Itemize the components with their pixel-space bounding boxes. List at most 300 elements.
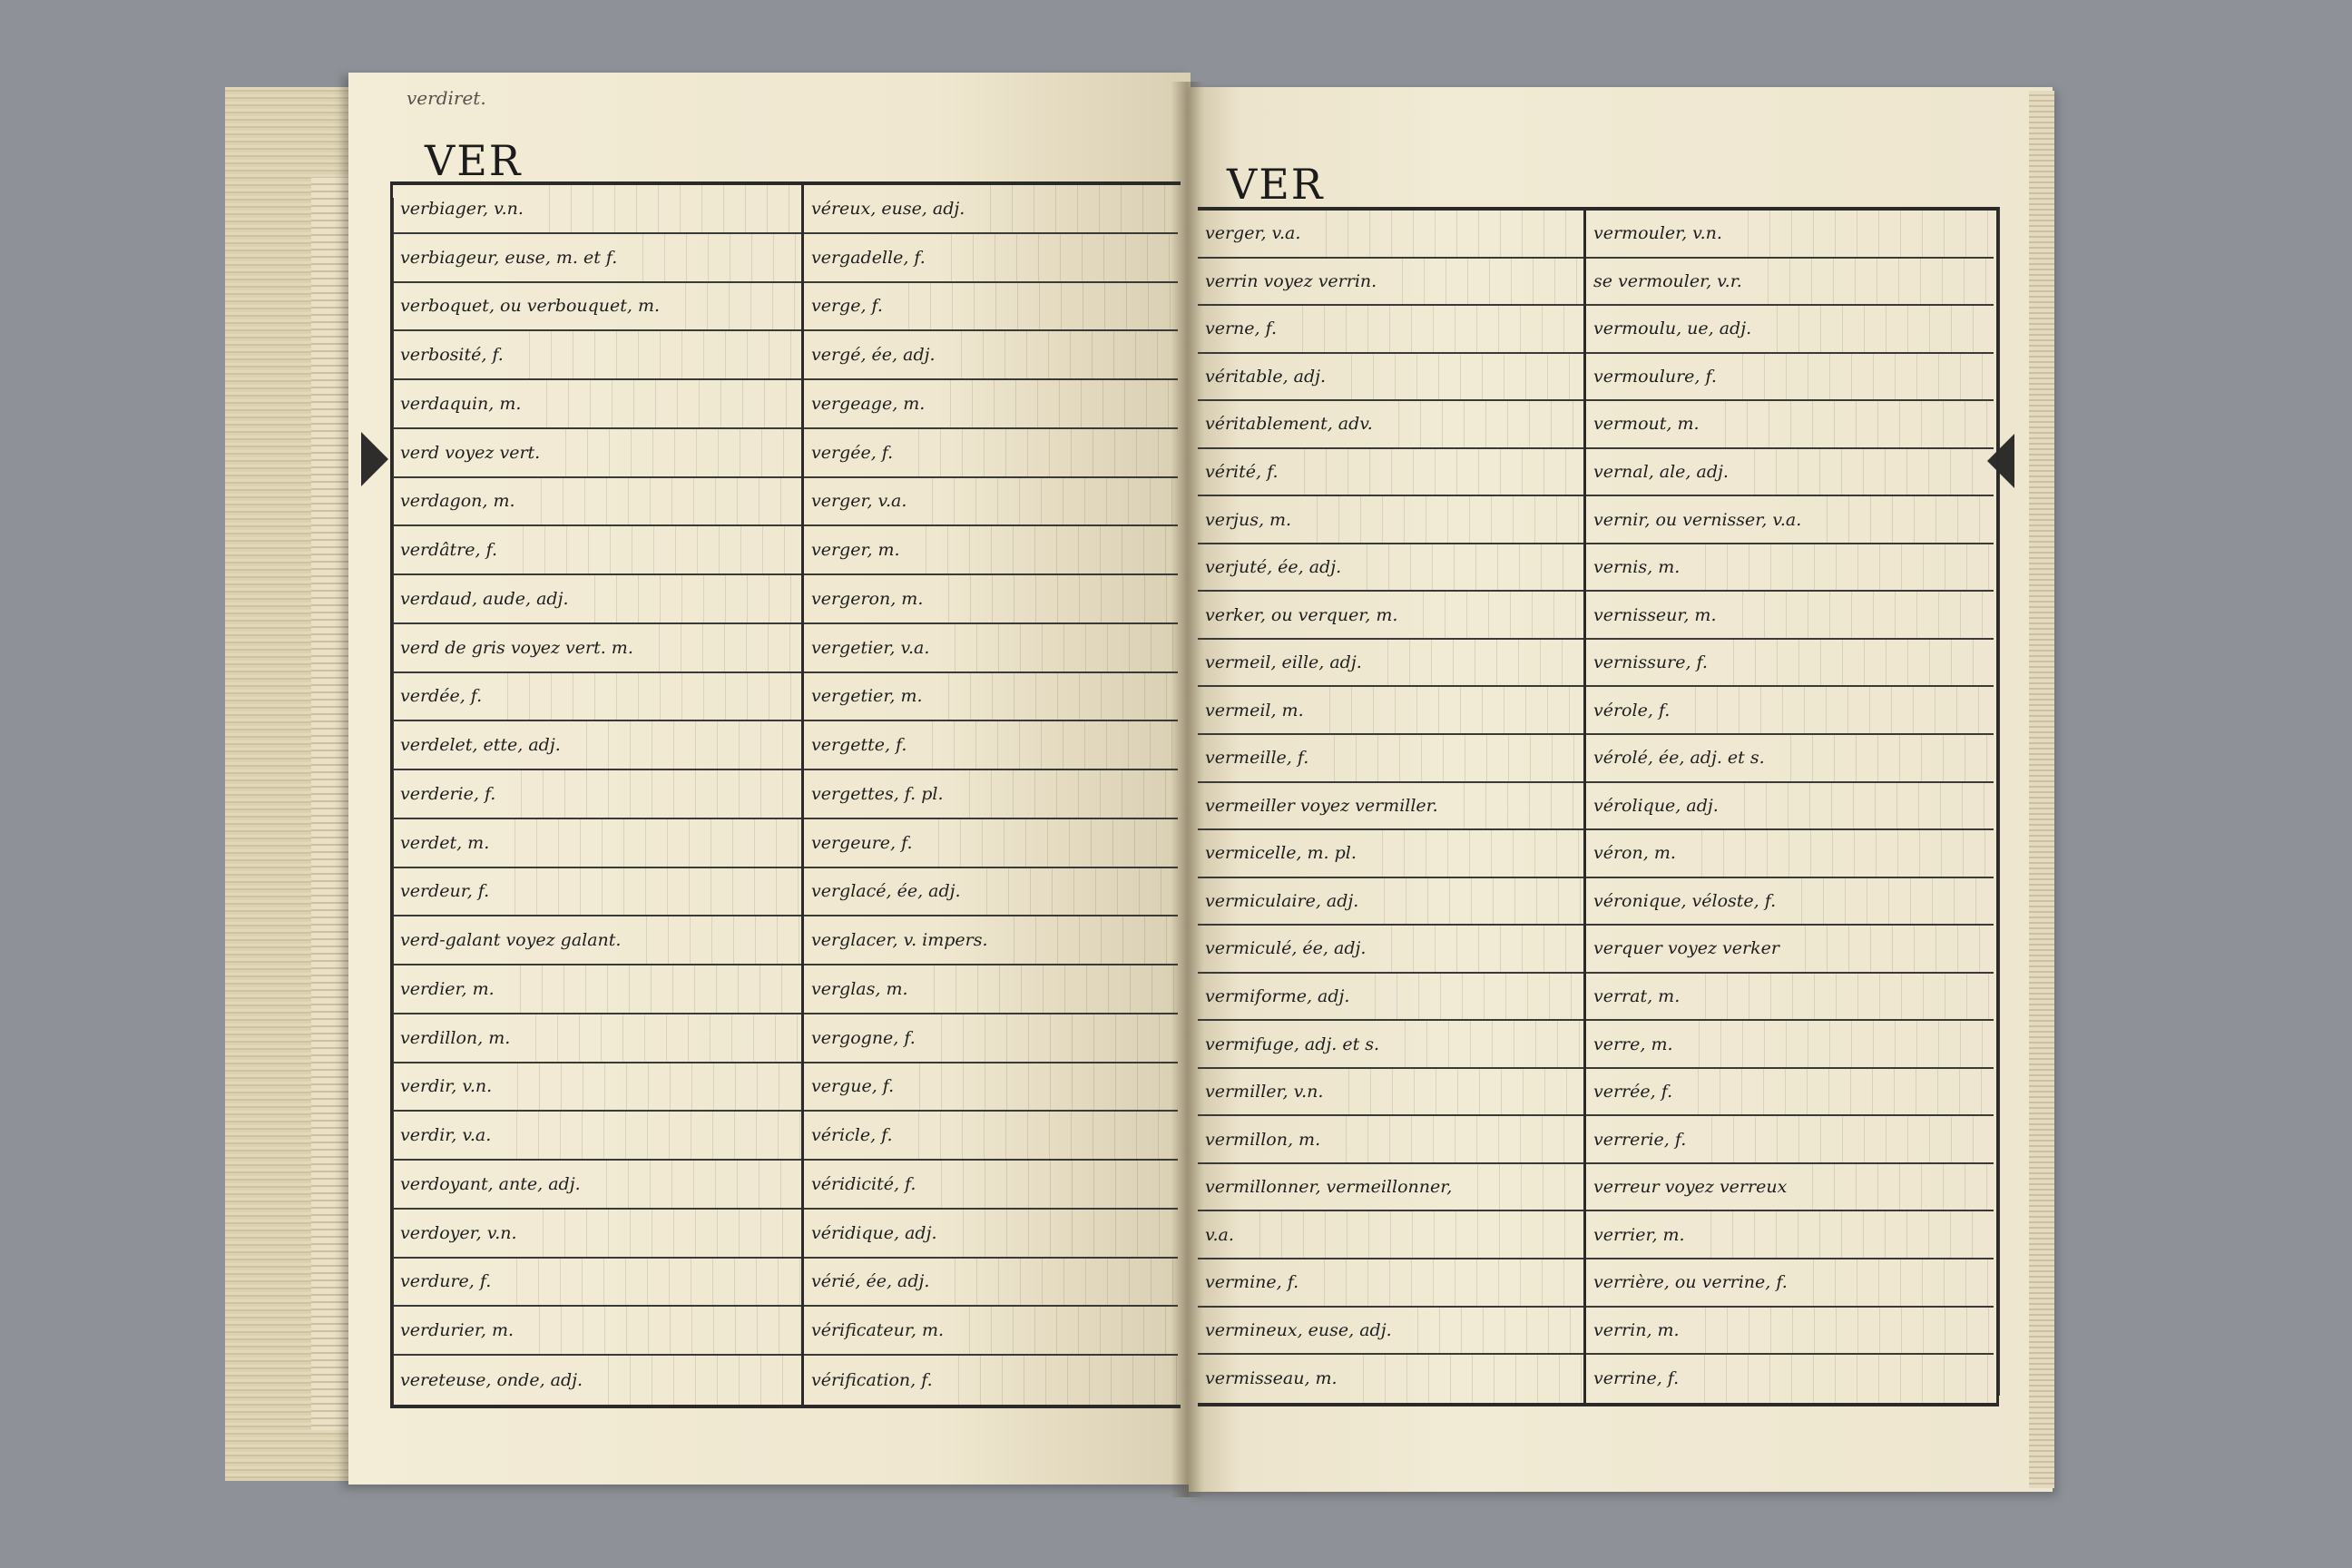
japanese-gloss <box>1730 592 1994 638</box>
headword: vermeil, eille, adj. <box>1205 652 1362 673</box>
entry-row <box>1586 354 1994 402</box>
japanese-gloss <box>507 965 801 1013</box>
headword: verdir, v.a. <box>400 1125 492 1146</box>
headword: verdaud, aude, adj. <box>400 588 569 609</box>
headword: verrine, f. <box>1593 1368 1680 1389</box>
japanese-gloss <box>1338 354 1583 400</box>
headword: verge, f. <box>811 296 883 317</box>
japanese-gloss <box>1313 211 1583 257</box>
headword: vernissure, f. <box>1593 652 1708 673</box>
entry-row <box>1586 544 1994 593</box>
headword: vermeil, m. <box>1205 700 1304 720</box>
left-column-1 <box>393 185 804 1405</box>
headword: verdir, v.n. <box>400 1076 493 1097</box>
headword: vergeron, m. <box>811 588 924 609</box>
entry-row <box>393 185 801 234</box>
japanese-gloss <box>928 1014 1178 1062</box>
japanese-gloss <box>1336 1069 1583 1115</box>
japanese-gloss <box>942 1259 1178 1306</box>
entry-row <box>1198 1021 1583 1069</box>
entry-row <box>804 526 1178 575</box>
entry-row <box>1586 783 1994 831</box>
entry-row <box>1198 687 1583 735</box>
headword: verdaquin, m. <box>400 393 522 414</box>
japanese-gloss <box>1764 306 1994 352</box>
entry-row <box>393 1307 801 1356</box>
entry-row <box>393 673 801 722</box>
japanese-gloss <box>950 1210 1178 1257</box>
japanese-gloss <box>495 673 801 720</box>
entry-row <box>804 331 1178 380</box>
japanese-gloss <box>948 331 1178 378</box>
japanese-gloss <box>1333 1116 1583 1162</box>
japanese-gloss <box>977 185 1178 232</box>
entry-row <box>804 1356 1178 1405</box>
japanese-gloss <box>1712 401 1994 447</box>
headword: vermiculé, ée, adj. <box>1205 938 1367 959</box>
headword: verderie, f. <box>400 783 496 804</box>
headword: vérié, ée, adj. <box>811 1271 930 1292</box>
headword: verbiageur, euse, m. et f. <box>400 247 618 268</box>
entry-row <box>804 234 1178 283</box>
entry-row <box>804 429 1178 478</box>
headword: verquer voyez verker <box>1593 938 1779 959</box>
japanese-gloss <box>502 868 801 916</box>
entry-row <box>1586 878 1994 926</box>
entry-row <box>1586 306 1994 354</box>
headword: vergeage, m. <box>811 393 926 414</box>
entry-row <box>1198 926 1583 974</box>
japanese-gloss <box>633 916 801 964</box>
entry-row <box>393 1356 801 1405</box>
headword: vernal, ale, adj. <box>1593 462 1729 482</box>
entry-row <box>804 965 1178 1014</box>
headword: verrin, m. <box>1593 1319 1680 1340</box>
entry-row <box>393 380 801 429</box>
japanese-gloss <box>1350 1355 1583 1403</box>
japanese-gloss <box>528 478 801 525</box>
entry-row <box>1586 926 1994 974</box>
right-column-1 <box>1198 211 1586 1403</box>
japanese-gloss <box>573 721 801 769</box>
japanese-gloss <box>526 1307 801 1354</box>
headword: verker, ou verquer, m. <box>1205 604 1398 625</box>
headword: véritable, adj. <box>1205 366 1327 387</box>
entry-row <box>1198 1259 1583 1308</box>
entry-row <box>804 1161 1178 1210</box>
headword: verdoyant, ante, adj. <box>400 1173 581 1194</box>
entry-row <box>1198 735 1583 783</box>
entry-row <box>1198 592 1583 640</box>
japanese-gloss <box>1692 544 1994 591</box>
entry-row <box>804 283 1178 332</box>
headword: verbiager, v.n. <box>400 198 524 219</box>
headword: verdeur, f. <box>400 881 490 902</box>
entry-row <box>1198 259 1583 307</box>
entry-row <box>1198 640 1583 688</box>
japanese-gloss <box>1451 783 1583 829</box>
entry-row <box>804 185 1178 234</box>
handwritten-note: verdiret. <box>407 87 486 109</box>
headword: vernisseur, m. <box>1593 604 1717 625</box>
japanese-gloss <box>630 234 801 281</box>
japanese-gloss <box>1698 1211 1994 1258</box>
japanese-gloss <box>504 1259 801 1306</box>
headword: verreur voyez verreux <box>1593 1177 1788 1198</box>
japanese-gloss <box>534 380 801 427</box>
headword: vérité, f. <box>1205 462 1279 482</box>
japanese-gloss <box>1792 926 1994 972</box>
japanese-gloss <box>1800 1259 1994 1306</box>
headword: vermicelle, m. pl. <box>1205 843 1357 864</box>
japanese-gloss <box>1369 830 1583 877</box>
entry-row <box>804 478 1178 527</box>
entry-row <box>393 1210 801 1259</box>
japanese-gloss <box>1392 1021 1583 1067</box>
entry-row <box>393 965 801 1014</box>
headword: verger, v.a. <box>811 491 907 512</box>
headword: verbosité, f. <box>400 345 504 366</box>
headword: verjuté, ée, adj. <box>1205 557 1342 578</box>
japanese-gloss <box>906 1063 1178 1111</box>
entry-row <box>1198 830 1583 878</box>
headword: vergogne, f. <box>811 1027 916 1048</box>
japanese-gloss <box>523 1014 801 1062</box>
headword: verboquet, ou verbouquet, m. <box>400 296 661 317</box>
entry-row <box>804 916 1178 965</box>
entry-row <box>1198 401 1583 449</box>
headword: vermifuge, adj. et s. <box>1205 1034 1380 1054</box>
japanese-gloss <box>1741 449 1994 495</box>
headword: vergue, f. <box>811 1076 895 1097</box>
entry-row <box>804 1063 1178 1112</box>
japanese-gloss <box>593 1161 801 1208</box>
entry-row <box>804 721 1178 770</box>
headword: vergetier, m. <box>811 686 923 707</box>
japanese-gloss <box>504 1112 801 1159</box>
japanese-gloss <box>582 575 801 622</box>
japanese-gloss <box>1685 1069 1994 1115</box>
headword: vermiculaire, adj. <box>1205 890 1359 911</box>
headword: verdoyer, v.n. <box>400 1222 517 1243</box>
headword: vermisseau, m. <box>1205 1368 1338 1389</box>
japanese-gloss <box>974 868 1178 916</box>
entry-row <box>1586 1259 1994 1308</box>
entry-row <box>393 283 801 332</box>
headword: véron, m. <box>1593 843 1676 864</box>
japanese-gloss <box>906 429 1178 476</box>
headword: vergé, ée, adj. <box>811 345 936 366</box>
entry-row <box>393 624 801 673</box>
headword: verrée, f. <box>1593 1082 1673 1102</box>
headword: verdâtre, f. <box>400 540 497 561</box>
entry-row <box>1198 1308 1583 1356</box>
japanese-gloss <box>921 965 1178 1013</box>
entry-row <box>393 721 801 770</box>
headword: vérolé, ée, adj. et s. <box>1593 748 1765 769</box>
japanese-gloss <box>1311 1259 1583 1306</box>
japanese-gloss <box>938 234 1178 281</box>
japanese-gloss <box>1788 878 1994 925</box>
entry-row <box>1198 449 1583 497</box>
headword: verdillon, m. <box>400 1027 511 1048</box>
entry-row <box>1586 830 1994 878</box>
japanese-gloss <box>928 1161 1178 1208</box>
headword: vergée, f. <box>811 442 894 463</box>
headword: verjus, m. <box>1205 509 1292 530</box>
left-column-2 <box>804 185 1178 1405</box>
headword: vergadelle, f. <box>811 247 926 268</box>
japanese-gloss <box>1304 496 1583 543</box>
left-running-head: VER <box>425 136 523 185</box>
japanese-gloss <box>906 1112 1178 1159</box>
entry-row <box>1586 735 1994 783</box>
entry-row <box>393 526 801 575</box>
entry-row <box>1198 1355 1583 1403</box>
headword: vermillonner, vermeillonner, <box>1205 1177 1453 1198</box>
japanese-gloss <box>937 380 1178 427</box>
entry-row <box>1198 1211 1583 1259</box>
japanese-gloss <box>1731 783 1994 829</box>
japanese-gloss <box>1814 496 1994 543</box>
entry-row <box>393 234 801 283</box>
headword: vergettes, f. pl. <box>811 783 944 804</box>
japanese-gloss <box>1371 878 1583 925</box>
left-fishtail-mark <box>361 432 388 486</box>
japanese-gloss <box>553 429 801 476</box>
japanese-gloss <box>1691 1355 1994 1403</box>
japanese-gloss <box>1321 735 1583 781</box>
headword: verrier, m. <box>1593 1224 1685 1245</box>
headword: vergeure, f. <box>811 832 913 853</box>
headword: verre, m. <box>1593 1034 1673 1054</box>
entry-row <box>393 1259 801 1308</box>
headword: vérole, f. <box>1593 700 1671 720</box>
headword: vermout, m. <box>1593 414 1700 435</box>
headword: vermeiller voyez vermiller. <box>1205 795 1438 816</box>
headword: verd-galant voyez galant. <box>400 930 622 951</box>
headword: vermine, f. <box>1205 1272 1299 1293</box>
entry-row <box>1198 354 1583 402</box>
japanese-gloss <box>672 283 801 330</box>
japanese-gloss <box>1755 259 1994 305</box>
headword: vérification, f. <box>811 1369 933 1390</box>
japanese-gloss <box>1389 259 1583 305</box>
entry-row <box>1586 1116 1994 1164</box>
japanese-gloss <box>919 478 1178 525</box>
japanese-gloss <box>646 624 801 671</box>
entry-row <box>1586 1164 1994 1212</box>
headword: vernir, ou vernisser, v.a. <box>1593 509 1802 530</box>
japanese-gloss <box>1289 306 1583 352</box>
entry-row <box>393 1014 801 1063</box>
entry-row <box>393 1161 801 1210</box>
left-entry-block <box>390 181 1181 1408</box>
headword: véritablement, adv. <box>1205 414 1373 435</box>
japanese-gloss <box>516 331 801 378</box>
japanese-gloss <box>1378 926 1583 972</box>
headword: verdet, m. <box>400 832 490 853</box>
japanese-gloss <box>510 526 801 573</box>
entry-row <box>1586 449 1994 497</box>
entry-row <box>804 380 1178 429</box>
entry-row <box>1198 211 1583 259</box>
japanese-gloss <box>1799 1164 1994 1210</box>
entry-row <box>1586 974 1994 1022</box>
right-column-2 <box>1586 211 1994 1403</box>
headword: verglacer, v. impers. <box>811 930 988 951</box>
japanese-gloss <box>1001 916 1178 964</box>
japanese-gloss <box>936 575 1178 622</box>
entry-row <box>393 429 801 478</box>
headword: verrat, m. <box>1593 986 1681 1007</box>
entry-row <box>804 1210 1178 1259</box>
headword: verglas, m. <box>811 978 908 999</box>
entry-row <box>1198 1164 1583 1212</box>
japanese-gloss <box>1686 1021 1994 1067</box>
headword: verd de gris voyez vert. m. <box>400 637 633 658</box>
entry-row <box>1198 783 1583 831</box>
headword: vermiforme, adj. <box>1205 986 1350 1007</box>
headword: vermoulu, ue, adj. <box>1593 318 1752 339</box>
japanese-gloss <box>1730 354 1994 400</box>
japanese-gloss <box>1465 1164 1583 1210</box>
japanese-gloss <box>1291 449 1584 495</box>
headword: vermoulure, f. <box>1593 366 1717 387</box>
entry-row <box>1586 687 1994 735</box>
japanese-gloss <box>1692 1308 1994 1354</box>
japanese-gloss <box>1375 640 1583 686</box>
headword: verdurier, m. <box>400 1320 514 1341</box>
entry-row <box>1586 640 1994 688</box>
entry-row <box>393 916 801 965</box>
headword: verdée, f. <box>400 686 483 707</box>
japanese-gloss <box>505 1063 801 1111</box>
headword: vermiller, v.n. <box>1205 1082 1324 1102</box>
japanese-gloss <box>536 185 801 232</box>
entry-row <box>804 673 1178 722</box>
headword: vereteuse, onde, adj. <box>400 1369 583 1390</box>
headword: verne, f. <box>1205 318 1278 339</box>
entry-row <box>393 478 801 527</box>
left-margin-title <box>356 198 394 1405</box>
headword: verd voyez vert. <box>400 442 541 463</box>
entry-row <box>804 1259 1178 1308</box>
japanese-gloss <box>946 1356 1178 1405</box>
entry-row <box>1586 1021 1994 1069</box>
entry-row <box>393 331 801 380</box>
entry-row <box>804 868 1178 917</box>
japanese-gloss <box>530 1210 801 1257</box>
entry-row <box>804 770 1178 819</box>
japanese-gloss <box>956 1307 1178 1354</box>
entry-row <box>1198 1069 1583 1117</box>
japanese-gloss <box>913 526 1178 573</box>
headword: vermeille, f. <box>1205 748 1309 769</box>
headword: véricle, f. <box>811 1125 893 1146</box>
headword: vermouler, v.n. <box>1593 223 1722 244</box>
entry-row <box>1586 259 1994 307</box>
headword: vermillon, m. <box>1205 1129 1321 1150</box>
entry-row <box>1198 878 1583 926</box>
headword: véridique, adj. <box>811 1222 937 1243</box>
entry-row <box>1586 401 1994 449</box>
entry-row <box>1586 592 1994 640</box>
japanese-gloss <box>1689 830 1994 877</box>
japanese-gloss <box>1362 974 1583 1020</box>
right-entry-block <box>1198 207 1999 1406</box>
entry-row <box>1586 1355 1994 1403</box>
headword: verdelet, ette, adj. <box>400 735 561 756</box>
entry-row <box>1586 496 1994 544</box>
headword: véreux, euse, adj. <box>811 198 965 219</box>
japanese-gloss <box>1247 1211 1583 1258</box>
entry-row <box>393 575 801 624</box>
headword: vermineux, euse, adj. <box>1205 1319 1392 1340</box>
japanese-gloss <box>595 1356 801 1405</box>
right-running-head: VER <box>1227 160 1325 209</box>
japanese-gloss <box>956 770 1178 818</box>
headword: verger, m. <box>811 540 900 561</box>
headword: vergetier, v.a. <box>811 637 930 658</box>
headword: vérificateur, m. <box>811 1320 945 1341</box>
entry-row <box>393 868 801 917</box>
japanese-gloss <box>896 283 1178 330</box>
entry-row <box>1586 211 1994 259</box>
japanese-gloss <box>1682 687 1994 733</box>
book-fore-edge <box>225 87 359 1481</box>
headword: verrière, ou verrine, f. <box>1593 1272 1788 1293</box>
japanese-gloss <box>1354 544 1583 591</box>
headword: se vermouler, v.r. <box>1593 270 1742 291</box>
entry-row <box>1198 974 1583 1022</box>
headword: vergette, f. <box>811 735 907 756</box>
headword: véronique, véloste, f. <box>1593 890 1777 911</box>
japanese-gloss <box>1778 735 1994 781</box>
japanese-gloss <box>1410 592 1583 638</box>
entry-row <box>804 819 1178 868</box>
headword: véridicité, f. <box>811 1173 916 1194</box>
headword: vérolique, adj. <box>1593 795 1719 816</box>
headword: verdier, m. <box>400 978 495 999</box>
headword: verger, v.a. <box>1205 223 1301 244</box>
entry-row <box>393 1063 801 1112</box>
right-margin-title <box>1998 207 2033 1396</box>
entry-row <box>1198 496 1583 544</box>
japanese-gloss <box>1735 211 1994 257</box>
right-page-edge <box>2029 91 2054 1488</box>
headword: verglacé, ée, adj. <box>811 881 961 902</box>
japanese-gloss <box>1405 1308 1583 1354</box>
japanese-gloss <box>502 819 801 867</box>
japanese-gloss <box>919 721 1178 769</box>
headword: verdagon, m. <box>400 491 515 512</box>
entry-row <box>393 819 801 868</box>
entry-row <box>393 770 801 819</box>
japanese-gloss <box>926 819 1178 867</box>
entry-row <box>804 1014 1178 1063</box>
japanese-gloss <box>936 673 1178 720</box>
entry-row <box>1586 1308 1994 1356</box>
headword: vernis, m. <box>1593 557 1681 578</box>
entry-row <box>804 1307 1178 1356</box>
japanese-gloss <box>1720 640 1994 686</box>
japanese-gloss <box>508 770 801 818</box>
japanese-gloss <box>1692 974 1994 1020</box>
entry-row <box>804 1112 1178 1161</box>
entry-row <box>1198 306 1583 354</box>
headword: verrerie, f. <box>1593 1129 1687 1150</box>
